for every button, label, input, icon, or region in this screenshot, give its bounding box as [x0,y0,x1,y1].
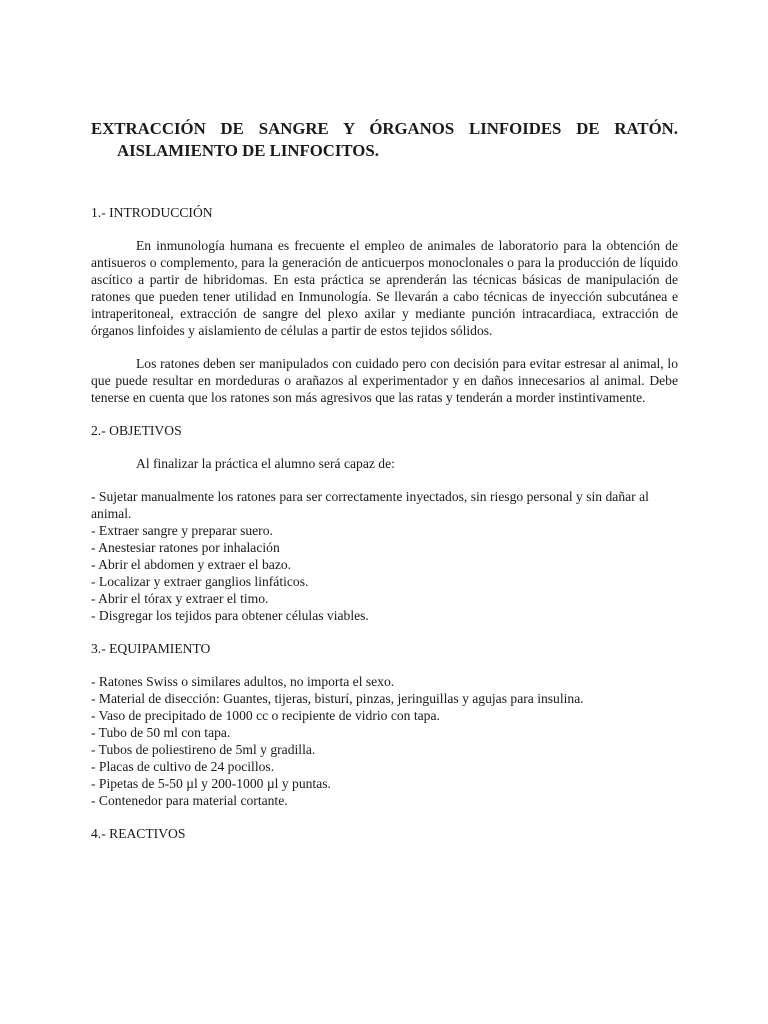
document-title [91,118,678,162]
list-item: - Localizar y extraer ganglios linfáticos. [91,574,309,589]
list-item: - Vaso de precipitado de 1000 cc o recipiente de vidrio con tapa. [91,708,440,723]
title-line-1: EXTRACCIÓN DE SANGRE Y ÓRGANOS LINFOIDES DE RATÓN. [91,119,678,138]
title-line-2: AISLAMIENTO DE LINFOCITOS. [117,141,379,160]
intro-paragraph-2: Los ratones deben ser manipulados con cuidado pero con decisión para evitar estresar al animal, lo que puede resultar en mordeduras o arañazos al experimentador y en daños innecesarios al animal. Debe tenerse en cuenta que los ratones son más agresivos que las ratas y tenderán a morder instintivamente. [91,356,678,405]
list-item: - Placas de cultivo de 24 pocillos. [91,759,275,774]
list-item: - Abrir el tórax y extraer el timo. [91,591,269,606]
list-item: - Ratones Swiss o similares adultos, no importa el sexo. [91,674,395,689]
section-heading-introduccion: 1.- INTRODUCCIÓN [91,205,213,220]
intro-paragraph-1: En inmunología humana es frecuente el empleo de animales de laboratorio para la obtención de antisueros o complemento, para la generación de anticuerpos monoclonales o para la producción de líquido ascítico a partir de hibridomas. En esta práctica se aprenderán las técnicas básicas de manipulación de ratones que pueden tener utilidad en Inmunología. Se llevarán a cabo técnicas de inyección subcutánea e intraperitoneal, extracción de sangre del plexo axilar y mediante punción intracardiaca, extracción de órganos linfoides y aislamiento de células a partir de estos tejidos sólidos. [91,238,678,338]
list-item: - Disgregar los tejidos para obtener células viables. [91,608,369,623]
list-item: - Extraer sangre y preparar suero. [91,523,273,538]
list-item: - Sujetar manualmente los ratones para ser correctamente inyectados, sin riesgo personal y sin dañar al animal. [91,489,649,521]
document-page [91,118,678,858]
list-item: - Material de disección: Guantes, tijeras, bisturí, pinzas, jeringuillas y agujas para insulina. [91,691,584,706]
list-item: - Anestesiar ratones por inhalación [91,540,280,555]
section-heading-objetivos: 2.- OBJETIVOS [91,423,182,438]
section-heading-reactivos: 4.- REACTIVOS [91,826,186,841]
equipment-list [91,673,678,809]
list-item: - Contenedor para material cortante. [91,793,288,808]
list-item: - Tubos de poliestireno de 5ml y gradilla. [91,742,316,757]
objectives-intro: Al finalizar la práctica el alumno será capaz de: [136,456,395,471]
objectives-list [91,488,678,624]
list-item: - Pipetas de 5-50 µl y 200-1000 µl y puntas. [91,776,331,791]
section-heading-equipamiento: 3.- EQUIPAMIENTO [91,641,211,656]
list-item: - Abrir el abdomen y extraer el bazo. [91,557,292,572]
list-item: - Tubo de 50 ml con tapa. [91,725,231,740]
